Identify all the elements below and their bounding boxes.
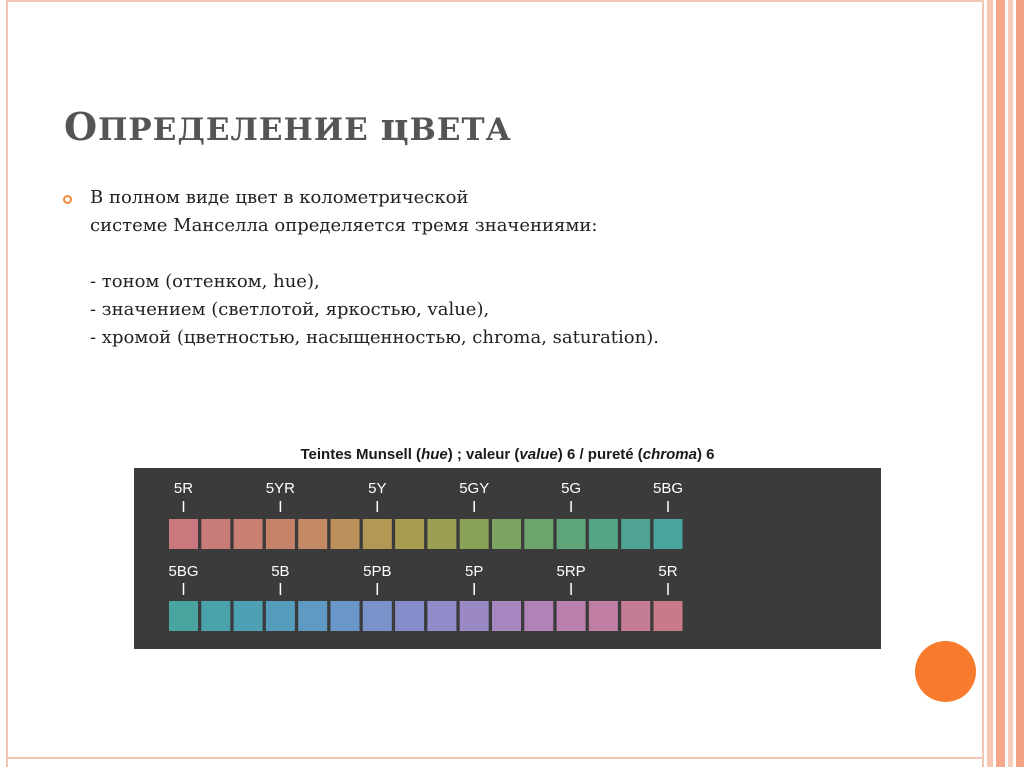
- hue-label: 5YR: [265, 480, 295, 497]
- title-initial: ц: [380, 104, 410, 149]
- color-swatch: [298, 519, 327, 549]
- color-swatch: [460, 601, 489, 631]
- body-text: [90, 184, 930, 352]
- orange-circle-decoration: [915, 641, 976, 702]
- munsell-hue-chart: [134, 468, 881, 649]
- body-line: В полном виде цвет в колометрической: [90, 187, 469, 208]
- color-swatch: [492, 519, 521, 549]
- body-line: - хромой (цветностью, насыщенностью, chroma, saturation).: [90, 327, 659, 348]
- hue-label: 5R: [173, 480, 194, 497]
- bullet-icon: [63, 195, 72, 204]
- color-swatch: [395, 601, 424, 631]
- chart-title: [134, 446, 881, 463]
- title-rest: ПРЕДЕЛЕНИЕ: [98, 112, 381, 148]
- color-swatch: [460, 519, 489, 549]
- color-swatch: [331, 601, 360, 631]
- color-swatch: [363, 519, 392, 549]
- decor-stripe: [1016, 0, 1024, 767]
- body-line: системе Манселла определяется тремя значениями:: [90, 215, 598, 236]
- hue-label: 5BG: [168, 563, 199, 580]
- color-swatch: [524, 601, 553, 631]
- hue-label: 5PB: [363, 563, 392, 580]
- color-swatch: [266, 601, 295, 631]
- color-swatch: [427, 601, 456, 631]
- chart-title-part: chroma: [642, 446, 697, 463]
- hue-label: 5RP: [556, 563, 586, 580]
- color-swatch: [234, 519, 263, 549]
- color-swatch: [557, 601, 586, 631]
- decor-stripe: [996, 0, 1005, 767]
- color-swatch: [589, 601, 618, 631]
- chart-title-part: ) ; valeur (: [447, 446, 520, 463]
- hue-label: 5G: [561, 480, 582, 497]
- chart-title-part: value: [519, 446, 558, 463]
- color-swatch: [395, 519, 424, 549]
- body-line: [90, 240, 930, 268]
- frame-bottom-border: [6, 757, 984, 759]
- color-swatch: [557, 519, 586, 549]
- frame-right-border: [982, 0, 984, 767]
- color-swatch: [234, 601, 263, 631]
- color-swatch: [427, 519, 456, 549]
- frame-left-border: [6, 0, 8, 767]
- chart-title-part: ) 6: [696, 446, 715, 463]
- body-line: - значением (светлотой, яркостью, value),: [90, 299, 490, 320]
- color-swatch: [266, 519, 295, 549]
- color-swatch: [201, 601, 230, 631]
- color-swatch: [201, 519, 230, 549]
- color-swatch: [654, 601, 683, 631]
- color-swatch: [621, 519, 650, 549]
- hue-label: 5P: [465, 563, 484, 580]
- decor-stripe: [1008, 0, 1013, 767]
- body-line: - тоном (оттенком, hue),: [90, 271, 320, 292]
- color-swatch: [331, 519, 360, 549]
- decor-stripe: [987, 0, 993, 767]
- color-swatch: [654, 519, 683, 549]
- color-swatch: [621, 601, 650, 631]
- chart-title-part: ) 6 / pureté (: [557, 446, 643, 463]
- title-rest: ВЕТА: [409, 112, 512, 148]
- chart-title-part: hue: [421, 446, 448, 463]
- hue-label: 5GY: [459, 480, 490, 497]
- hue-label: 5Y: [368, 480, 387, 497]
- color-swatch: [169, 519, 198, 549]
- hue-label: 5BG: [652, 480, 684, 497]
- frame-top-border: [6, 0, 984, 2]
- color-swatch: [589, 519, 618, 549]
- color-swatch: [524, 519, 553, 549]
- color-swatch: [169, 601, 198, 631]
- color-swatch: [363, 601, 392, 631]
- title-initial: О: [64, 104, 99, 149]
- color-swatch: [298, 601, 327, 631]
- chart-title-part: Teintes Munsell (: [300, 446, 422, 463]
- slide-title: [64, 104, 512, 149]
- hue-label: 5B: [271, 563, 290, 580]
- hue-label: 5R: [658, 563, 678, 580]
- color-swatch: [492, 601, 521, 631]
